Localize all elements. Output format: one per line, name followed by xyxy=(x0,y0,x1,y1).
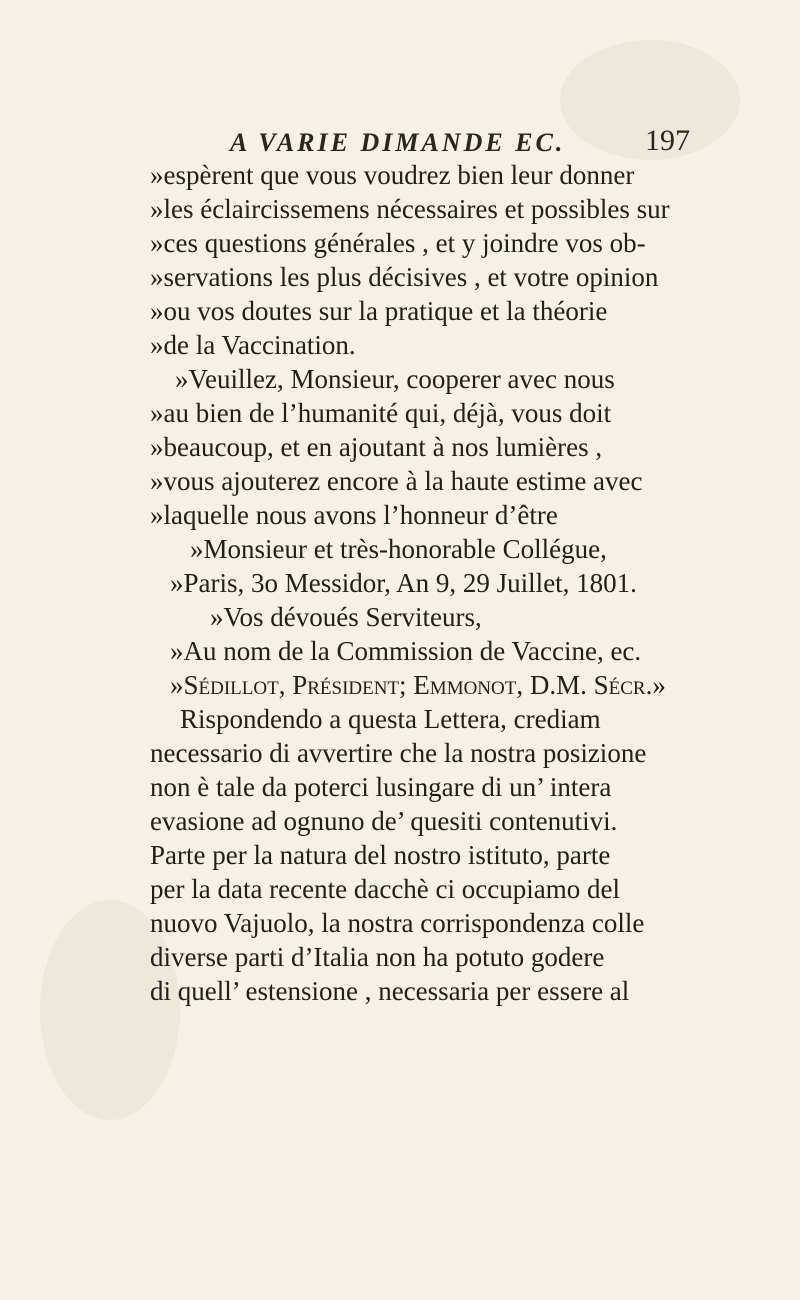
text-line: »ces questions générales , et y joindre vos ob- xyxy=(150,228,646,258)
text-line: evasione ad ognuno de’ quesiti contenutivi. xyxy=(150,806,618,836)
text-line: »Monsieur et très-honorable Collégue, xyxy=(190,534,607,564)
page-number: 197 xyxy=(645,124,690,157)
text-line: necessario di avvertire che la nostra posizione xyxy=(150,738,647,768)
text-line: non è tale da poterci lusingare di un’ intera xyxy=(150,772,612,802)
text-line: »Sédillot, Président; Emmonot, D.M. Sécr.» xyxy=(170,670,666,700)
text-line: Parte per la natura del nostro istituto, parte xyxy=(150,840,611,870)
text-line: »Paris, 3o Messidor, An 9, 29 Juillet, 1801. xyxy=(170,568,637,598)
text-line: »espèrent que vous voudrez bien leur donner xyxy=(150,160,635,190)
text-line: »servations les plus décisives , et votre opinion xyxy=(150,262,659,292)
text-line: »vous ajouterez encore à la haute estime avec xyxy=(150,466,643,496)
text-line: »laquelle nous avons l’honneur d’être xyxy=(150,500,558,530)
text-line: di quell’ estensione , necessaria per essere al xyxy=(150,976,630,1006)
text-line: »au bien de l’humanité qui, déjà, vous doit xyxy=(150,398,612,428)
text-line: »Au nom de la Commission de Vaccine, ec. xyxy=(170,636,642,666)
text-line: »les éclaircissemens nécessaires et possibles sur xyxy=(150,194,670,224)
text-line: Rispondendo a questa Lettera, crediam xyxy=(180,704,601,734)
text-line: »Veuillez, Monsieur, cooperer avec nous xyxy=(175,364,615,394)
text-line: nuovo Vajuolo, la nostra corrispondenza colle xyxy=(150,908,645,938)
text-line: »beaucoup, et en ajoutant à nos lumières , xyxy=(150,432,603,462)
text-line: »Vos dévoués Serviteurs, xyxy=(210,602,482,632)
text-line: »de la Vaccination. xyxy=(150,330,356,360)
text-line: per la data recente dacchè ci occupiamo del xyxy=(150,874,620,904)
running-head: A VARIE DIMANDE EC. xyxy=(230,128,566,157)
text-line: »ou vos doutes sur la pratique et la théorie xyxy=(150,296,608,326)
text-line: diverse parti d’Italia non ha potuto godere xyxy=(150,942,605,972)
